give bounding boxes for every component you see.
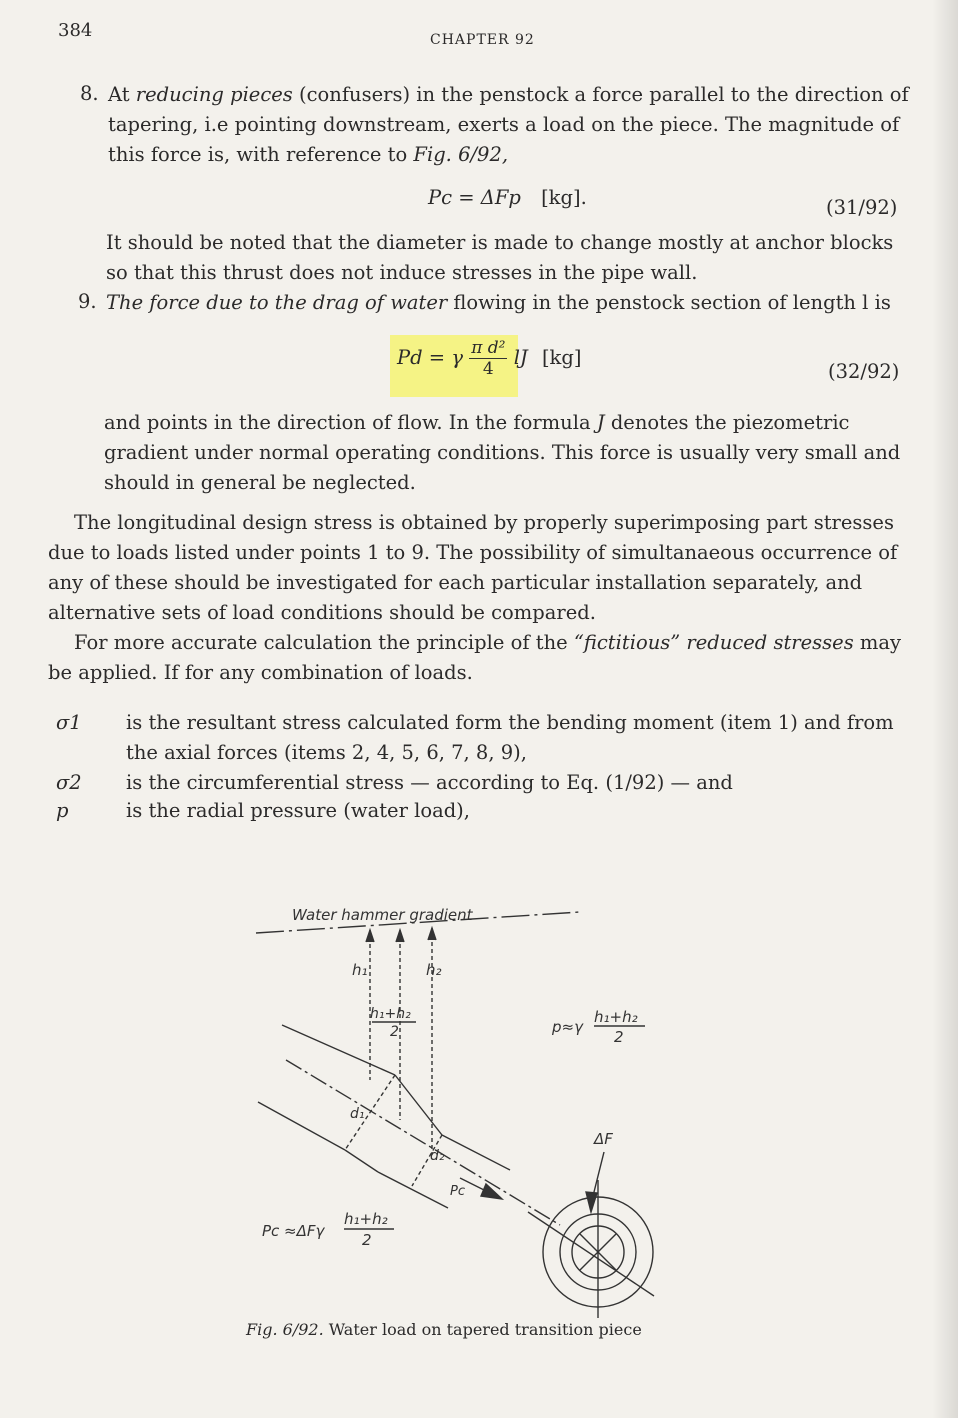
pc-label: Pc bbox=[450, 1184, 465, 1199]
equation-32-number: (32/92) bbox=[828, 360, 900, 383]
pipe-centerline bbox=[286, 1060, 560, 1225]
d2-label: d₂ bbox=[430, 1148, 445, 1164]
arrow-head-h2 bbox=[428, 928, 436, 940]
arrow-head-mid bbox=[396, 930, 404, 942]
equation-31-unit: [kg]. bbox=[541, 186, 587, 209]
h1-label: h₁ bbox=[352, 961, 368, 979]
pc-formula-lhs: Pc ≈ΔFγ bbox=[262, 1222, 325, 1240]
equation-31-body: Pc = ΔFp bbox=[428, 186, 521, 209]
half-denominator: 2 bbox=[390, 1024, 399, 1040]
delta-f-label: ΔF bbox=[594, 1130, 613, 1148]
equation-32-numerator: π d² bbox=[471, 338, 506, 358]
item-8-note: It should be noted that the diameter is made to change mostly at anchor blocks so that this thrust does not induce stresses in the pipe wall. bbox=[106, 231, 894, 284]
p-formula-lhs: p≈γ bbox=[552, 1018, 583, 1036]
item-8-emphasis: reducing pieces bbox=[135, 83, 293, 106]
pc-arrow-head bbox=[481, 1184, 502, 1199]
p-formula-numerator: h₁+h₂ bbox=[594, 1008, 638, 1026]
cross-section-axis-1 bbox=[528, 1212, 654, 1296]
d1-label: d₁ bbox=[350, 1106, 365, 1122]
item-8-text-b: (confusers) in the penstock a force parallel to the direction of tapering, i.e pointing downstream, exerts a load on the piece. The magnitude of this force is, with reference to bbox=[108, 83, 909, 166]
gradient-label: Water hammer gradient bbox=[292, 906, 473, 924]
h2-label: h₂ bbox=[426, 961, 442, 979]
figure-caption-label: Fig. 6/92. bbox=[246, 1320, 324, 1339]
pipe-lower-wall-in bbox=[258, 1102, 345, 1150]
delta-f-arrow-head bbox=[586, 1192, 597, 1212]
definition-text: is the radial pressure (water load), bbox=[126, 799, 470, 822]
equation-32-unit: [kg] bbox=[541, 346, 582, 369]
definition-symbol: σ2 bbox=[56, 771, 82, 794]
running-head: CHAPTER 92 bbox=[430, 32, 535, 48]
arrow-head-h1 bbox=[366, 930, 374, 942]
item-9-after-a: and points in the direction of flow. In the formula bbox=[104, 411, 597, 434]
equation-32-lhs: Pd = γ bbox=[397, 346, 463, 369]
definition-text: is the circumferential stress — according to Eq. (1/92) — and bbox=[126, 771, 733, 794]
item-9-text-body: flowing in the penstock section of length l is bbox=[447, 291, 891, 314]
equation-31-number: (31/92) bbox=[826, 196, 898, 219]
equation-32-rhs: lJ bbox=[513, 346, 528, 369]
item-8-number: 8. bbox=[80, 82, 99, 105]
pc-formula-numerator: h₁+h₂ bbox=[344, 1210, 388, 1228]
pipe-lower-wall-out bbox=[378, 1172, 448, 1208]
item-9-number: 9. bbox=[78, 290, 97, 313]
half-numerator: h₁+h₂ bbox=[370, 1006, 411, 1022]
definition-symbol: σ1 bbox=[56, 711, 82, 734]
item-8-text-a: At bbox=[108, 83, 136, 106]
pc-formula-denominator: 2 bbox=[362, 1231, 372, 1249]
paragraph-design-stress: The longitudinal design stress is obtained by properly superimposing part stresses due to loads listed under points 1 to 9. The possibility of simultanaeous occurrence of any of these should be investigated for each particular installation separately, and alternative sets of load conditions should be compared. bbox=[48, 511, 898, 624]
item-9-emphasis: The force due to the drag of water bbox=[106, 291, 448, 314]
item-9-symbol-j: J bbox=[596, 411, 605, 434]
page-number: 384 bbox=[58, 20, 93, 41]
definition-symbol: p bbox=[56, 799, 69, 822]
pipe-upper-wall-out bbox=[442, 1135, 510, 1170]
paragraph-fictitious-emphasis: “fictitious” reduced stresses bbox=[573, 631, 854, 654]
figure-caption-text: Water load on tapered transition piece bbox=[323, 1320, 642, 1339]
cone-upper bbox=[395, 1075, 442, 1135]
cone-lower bbox=[345, 1150, 378, 1172]
paragraph-fictitious-a: For more accurate calculation the principle of the bbox=[74, 631, 574, 654]
paragraph-fictitious-b: may be applied. If for any combination of loads. bbox=[48, 631, 902, 684]
item-9-after-b: denotes the piezometric gradient under normal operating conditions. This force is usually very small and should in general be neglected. bbox=[104, 411, 901, 494]
p-formula-denominator: 2 bbox=[614, 1028, 624, 1046]
figure-caption bbox=[246, 1320, 642, 1339]
equation-32-denominator: 4 bbox=[482, 359, 494, 379]
definition-text: is the resultant stress calculated form the bending moment (item 1) and from the axial forces (items 2, 4, 5, 6, 7, 8, 9), bbox=[126, 711, 894, 764]
figure-reference: Fig. 6/92, bbox=[413, 143, 509, 166]
